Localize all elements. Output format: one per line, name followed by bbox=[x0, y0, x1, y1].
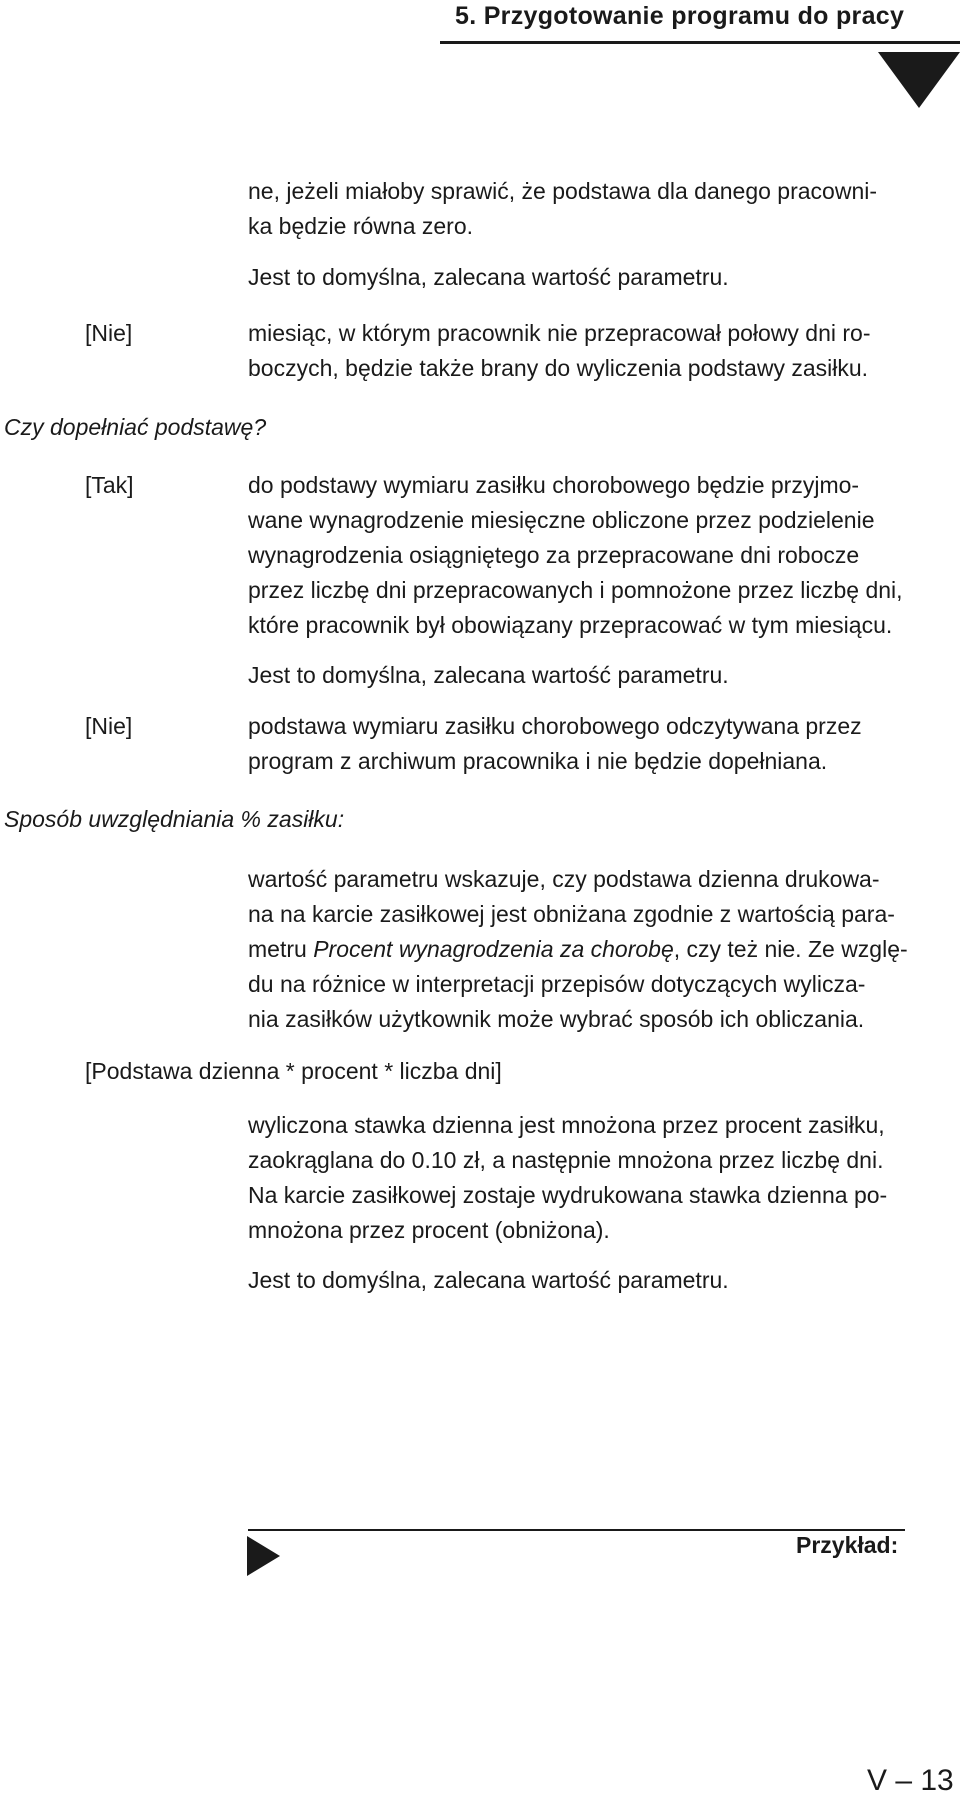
option-label: [Nie] bbox=[85, 320, 133, 346]
option-description-line: przez liczbę dni przepracowanych i pomnożone przez liczbę dni, bbox=[248, 577, 903, 603]
option-label: [Podstawa dzienna * procent * liczba dni] bbox=[85, 1058, 502, 1084]
option-description-line: program z archiwum pracownika i nie będzie dopełniana. bbox=[248, 748, 828, 774]
option-description-line: zaokrąglana do 0.10 zł, a następnie mnożona przez liczbę dni. bbox=[248, 1147, 884, 1173]
default-note: Jest to domyślna, zalecana wartość parametru. bbox=[248, 1267, 729, 1293]
option-description-line: mnożona przez procent (obniżona). bbox=[248, 1217, 610, 1243]
section-description-line: wartość parametru wskazuje, czy podstawa dzienna drukowa- bbox=[248, 866, 880, 892]
option-description-line: boczych, będzie także brany do wyliczenia podstawy zasiłku. bbox=[248, 355, 869, 381]
option-label: [Tak] bbox=[85, 472, 134, 498]
example-rule bbox=[248, 1529, 905, 1531]
section-description-line: na na karcie zasiłkowej jest obniżana zgodnie z wartością para- bbox=[248, 901, 895, 927]
triangle-down-icon bbox=[878, 52, 960, 108]
text-run: , czy też nie. Ze wzglę- bbox=[673, 936, 908, 962]
section-heading: Sposób uwzględniania % zasiłku: bbox=[4, 806, 345, 832]
option-description-line: które pracownik był obowiązany przepracować w tym miesiącu. bbox=[248, 612, 893, 638]
option-description-line: wynagrodzenia osiągniętego za przepracowane dni robocze bbox=[248, 542, 860, 568]
option-description-line: wyliczona stawka dzienna jest mnożona przez procent zasiłku, bbox=[248, 1112, 885, 1138]
option-description-line: do podstawy wymiaru zasiłku chorobowego będzie przyjmo- bbox=[248, 472, 860, 498]
header-rule bbox=[440, 41, 960, 44]
default-note: Jest to domyślna, zalecana wartość parametru. bbox=[248, 264, 729, 290]
example-label: Przykład: bbox=[796, 1532, 899, 1558]
option-description-line: miesiąc, w którym pracownik nie przepracował połowy dni ro- bbox=[248, 320, 871, 346]
arrow-right-icon bbox=[247, 1536, 280, 1576]
section-description-line: nia zasiłków użytkownik może wybrać sposób ich obliczania. bbox=[248, 1006, 865, 1032]
default-note: Jest to domyślna, zalecana wartość parametru. bbox=[248, 662, 729, 688]
intro-line: ka będzie równa zero. bbox=[248, 213, 474, 239]
section-description-line: du na różnice w interpretacji przepisów dotyczących wylicza- bbox=[248, 971, 866, 997]
intro-line: ne, jeżeli miałoby sprawić, że podstawa dla danego pracowni- bbox=[248, 178, 878, 204]
option-label: [Nie] bbox=[85, 713, 133, 739]
section-heading: Czy dopełniać podstawę? bbox=[4, 414, 267, 440]
section-description-line bbox=[248, 930, 928, 968]
option-description-line: podstawa wymiaru zasiłku chorobowego odczytywana przez bbox=[248, 713, 862, 739]
chapter-title: 5. Przygotowanie programu do pracy bbox=[455, 2, 905, 30]
text-run: metru bbox=[248, 936, 314, 962]
page-number: V – 13 bbox=[867, 1764, 954, 1797]
parameter-name: Procent wynagrodzenia za chorobę bbox=[313, 936, 674, 962]
option-description-line: wane wynagrodzenie miesięczne obliczone przez podzielenie bbox=[248, 507, 875, 533]
option-description-line: Na karcie zasiłkowej zostaje wydrukowana stawka dzienna po- bbox=[248, 1182, 888, 1208]
